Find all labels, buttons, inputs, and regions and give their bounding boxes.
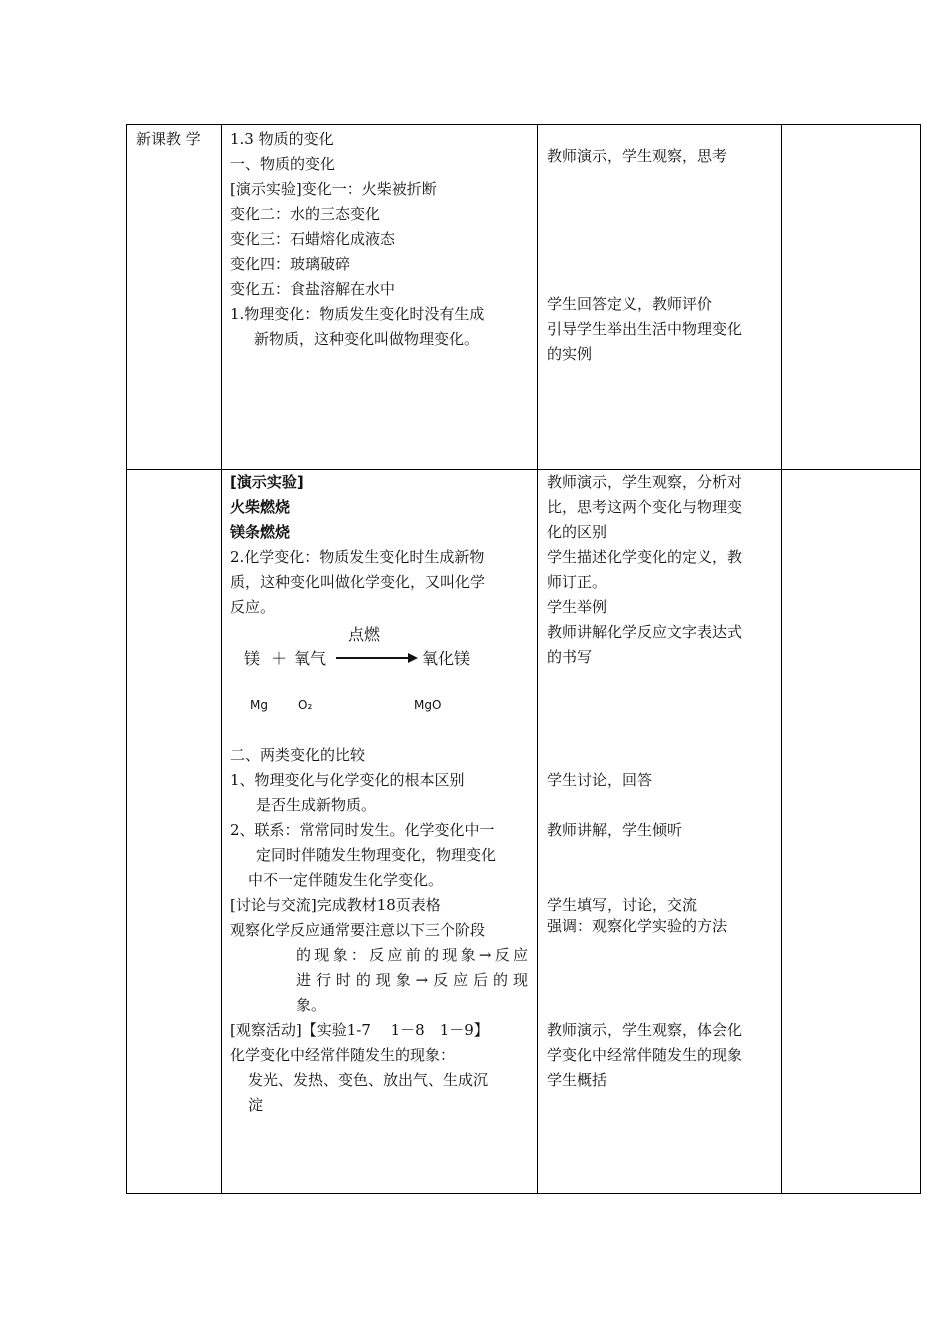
demo-change-4: 变化四：玻璃破碎 — [230, 255, 351, 273]
activity-line: 教师讲解，学生倾听 — [547, 821, 683, 840]
stage-cell — [127, 125, 222, 470]
activity-line: 的实例 — [547, 345, 593, 363]
observation-line: 的现象：反应前的现象→反应 — [296, 946, 528, 965]
activity-line: 化的区别 — [547, 523, 608, 542]
activity-cell — [538, 470, 782, 1194]
activity-line: 比，思考这两个变化与物理变 — [547, 498, 743, 517]
chemical-change-definition: 2.化学变化：物质发生变化时生成新物 — [230, 548, 485, 567]
demo-change-2: 变化二：水的三态变化 — [230, 205, 381, 223]
activity-line: 学生讨论，回答 — [547, 771, 653, 790]
chemical-change-definition-cont: 质，这种变化叫做化学变化，又叫化学 — [230, 573, 486, 592]
reaction-arrow — [336, 657, 410, 659]
demo-change-3: 变化三：石蜡熔化成液态 — [230, 230, 396, 248]
activity-cell — [538, 125, 782, 470]
physical-change-definition: 1.物理变化：物质发生变化时没有生成 — [230, 305, 485, 323]
activity-line: 强调：观察化学实验的方法 — [547, 917, 728, 936]
activity-line: 学生填写，讨论，交流 — [547, 896, 698, 915]
demo-change-5: 变化五：食盐溶解在水中 — [230, 280, 396, 298]
content-cell — [222, 125, 538, 470]
phenomena-list: 发光、发热、变色、放出气、生成沉 — [248, 1071, 489, 1090]
reactant-magnesium: 镁 — [244, 649, 261, 669]
activity-line: 引导学生举出生活中物理变化 — [547, 320, 743, 338]
activity-line: 教师演示，学生观察，分析对 — [547, 473, 743, 492]
activity-line: 教师讲解化学反应文字表达式 — [547, 623, 743, 642]
discussion-line: [讨论与交流]完成教材18页表格 — [230, 896, 441, 915]
comparison-line: 1、物理变化与化学变化的根本区别 — [230, 771, 465, 790]
product-magnesium-oxide: 氧化镁 — [422, 649, 471, 669]
demo-header: [演示实验] — [230, 473, 304, 492]
activity-line: 学生描述化学变化的定义，教 — [547, 548, 743, 567]
observation-line: 象。 — [296, 996, 327, 1015]
activity-line: 学生举例 — [547, 598, 608, 617]
comparison-heading: 二、两类变化的比较 — [230, 746, 366, 765]
demo-change-1: [演示实验]变化一：火柴被折断 — [230, 180, 437, 198]
demo-magnesium-burning: 镁条燃烧 — [230, 523, 291, 542]
phenomena-list-end: 淀 — [248, 1096, 264, 1115]
word-equation — [238, 622, 538, 722]
comparison-line: 定同时伴随发生物理变化，物理变化 — [256, 846, 497, 865]
comparison-line: 是否生成新物质。 — [256, 796, 377, 815]
phenomena-heading: 化学变化中经常伴随发生的现象： — [230, 1046, 456, 1065]
comparison-line: 2、联系：常常同时发生。化学变化中一 — [230, 821, 495, 840]
formula-mgo: MgO — [414, 698, 442, 713]
subsection-heading: 一、物质的变化 — [230, 155, 336, 173]
notes-cell — [782, 125, 921, 470]
activity-line: 学变化中经常伴随发生的现象 — [547, 1046, 743, 1065]
activity-line: 师订正。 — [547, 573, 608, 592]
activity-line: 的书写 — [547, 648, 593, 667]
observation-line: 观察化学反应通常要注意以下三个阶段 — [230, 921, 486, 940]
activity-line: 教师演示，学生观察，思考 — [547, 147, 728, 165]
reaction-arrow-head — [408, 653, 418, 663]
activity-line: 教师演示，学生观察，体会化 — [547, 1021, 743, 1040]
physical-change-definition-cont: 新物质，这种变化叫做物理变化。 — [254, 330, 480, 348]
demo-match-burning: 火柴燃烧 — [230, 498, 291, 517]
section-title: 1.3 物质的变化 — [230, 130, 334, 148]
stage-label: 新课教 学 — [136, 130, 201, 148]
comparison-line: 中不一定伴随发生化学变化。 — [248, 871, 444, 890]
observation-line: 进行时的现象→反应后的现 — [296, 971, 528, 990]
activity-line: 学生概括 — [547, 1071, 608, 1090]
reactant-oxygen: 氧气 — [294, 649, 327, 669]
activity-line: 学生回答定义，教师评价 — [547, 295, 713, 313]
reaction-condition: 点燃 — [348, 625, 381, 645]
chemical-change-definition-end: 反应。 — [230, 598, 276, 617]
formula-mg: Mg — [250, 698, 268, 713]
activity-heading: [观察活动]【实验1-7 1－8 1－9】 — [230, 1021, 489, 1040]
table-row — [127, 470, 921, 1194]
table-row — [127, 125, 921, 470]
notes-cell — [782, 470, 921, 1194]
stage-cell — [127, 470, 222, 1194]
content-cell — [222, 470, 538, 1194]
formula-o2: O₂ — [298, 698, 313, 713]
lesson-plan-table — [126, 124, 921, 1194]
plus-sign: ＋ — [271, 649, 288, 669]
